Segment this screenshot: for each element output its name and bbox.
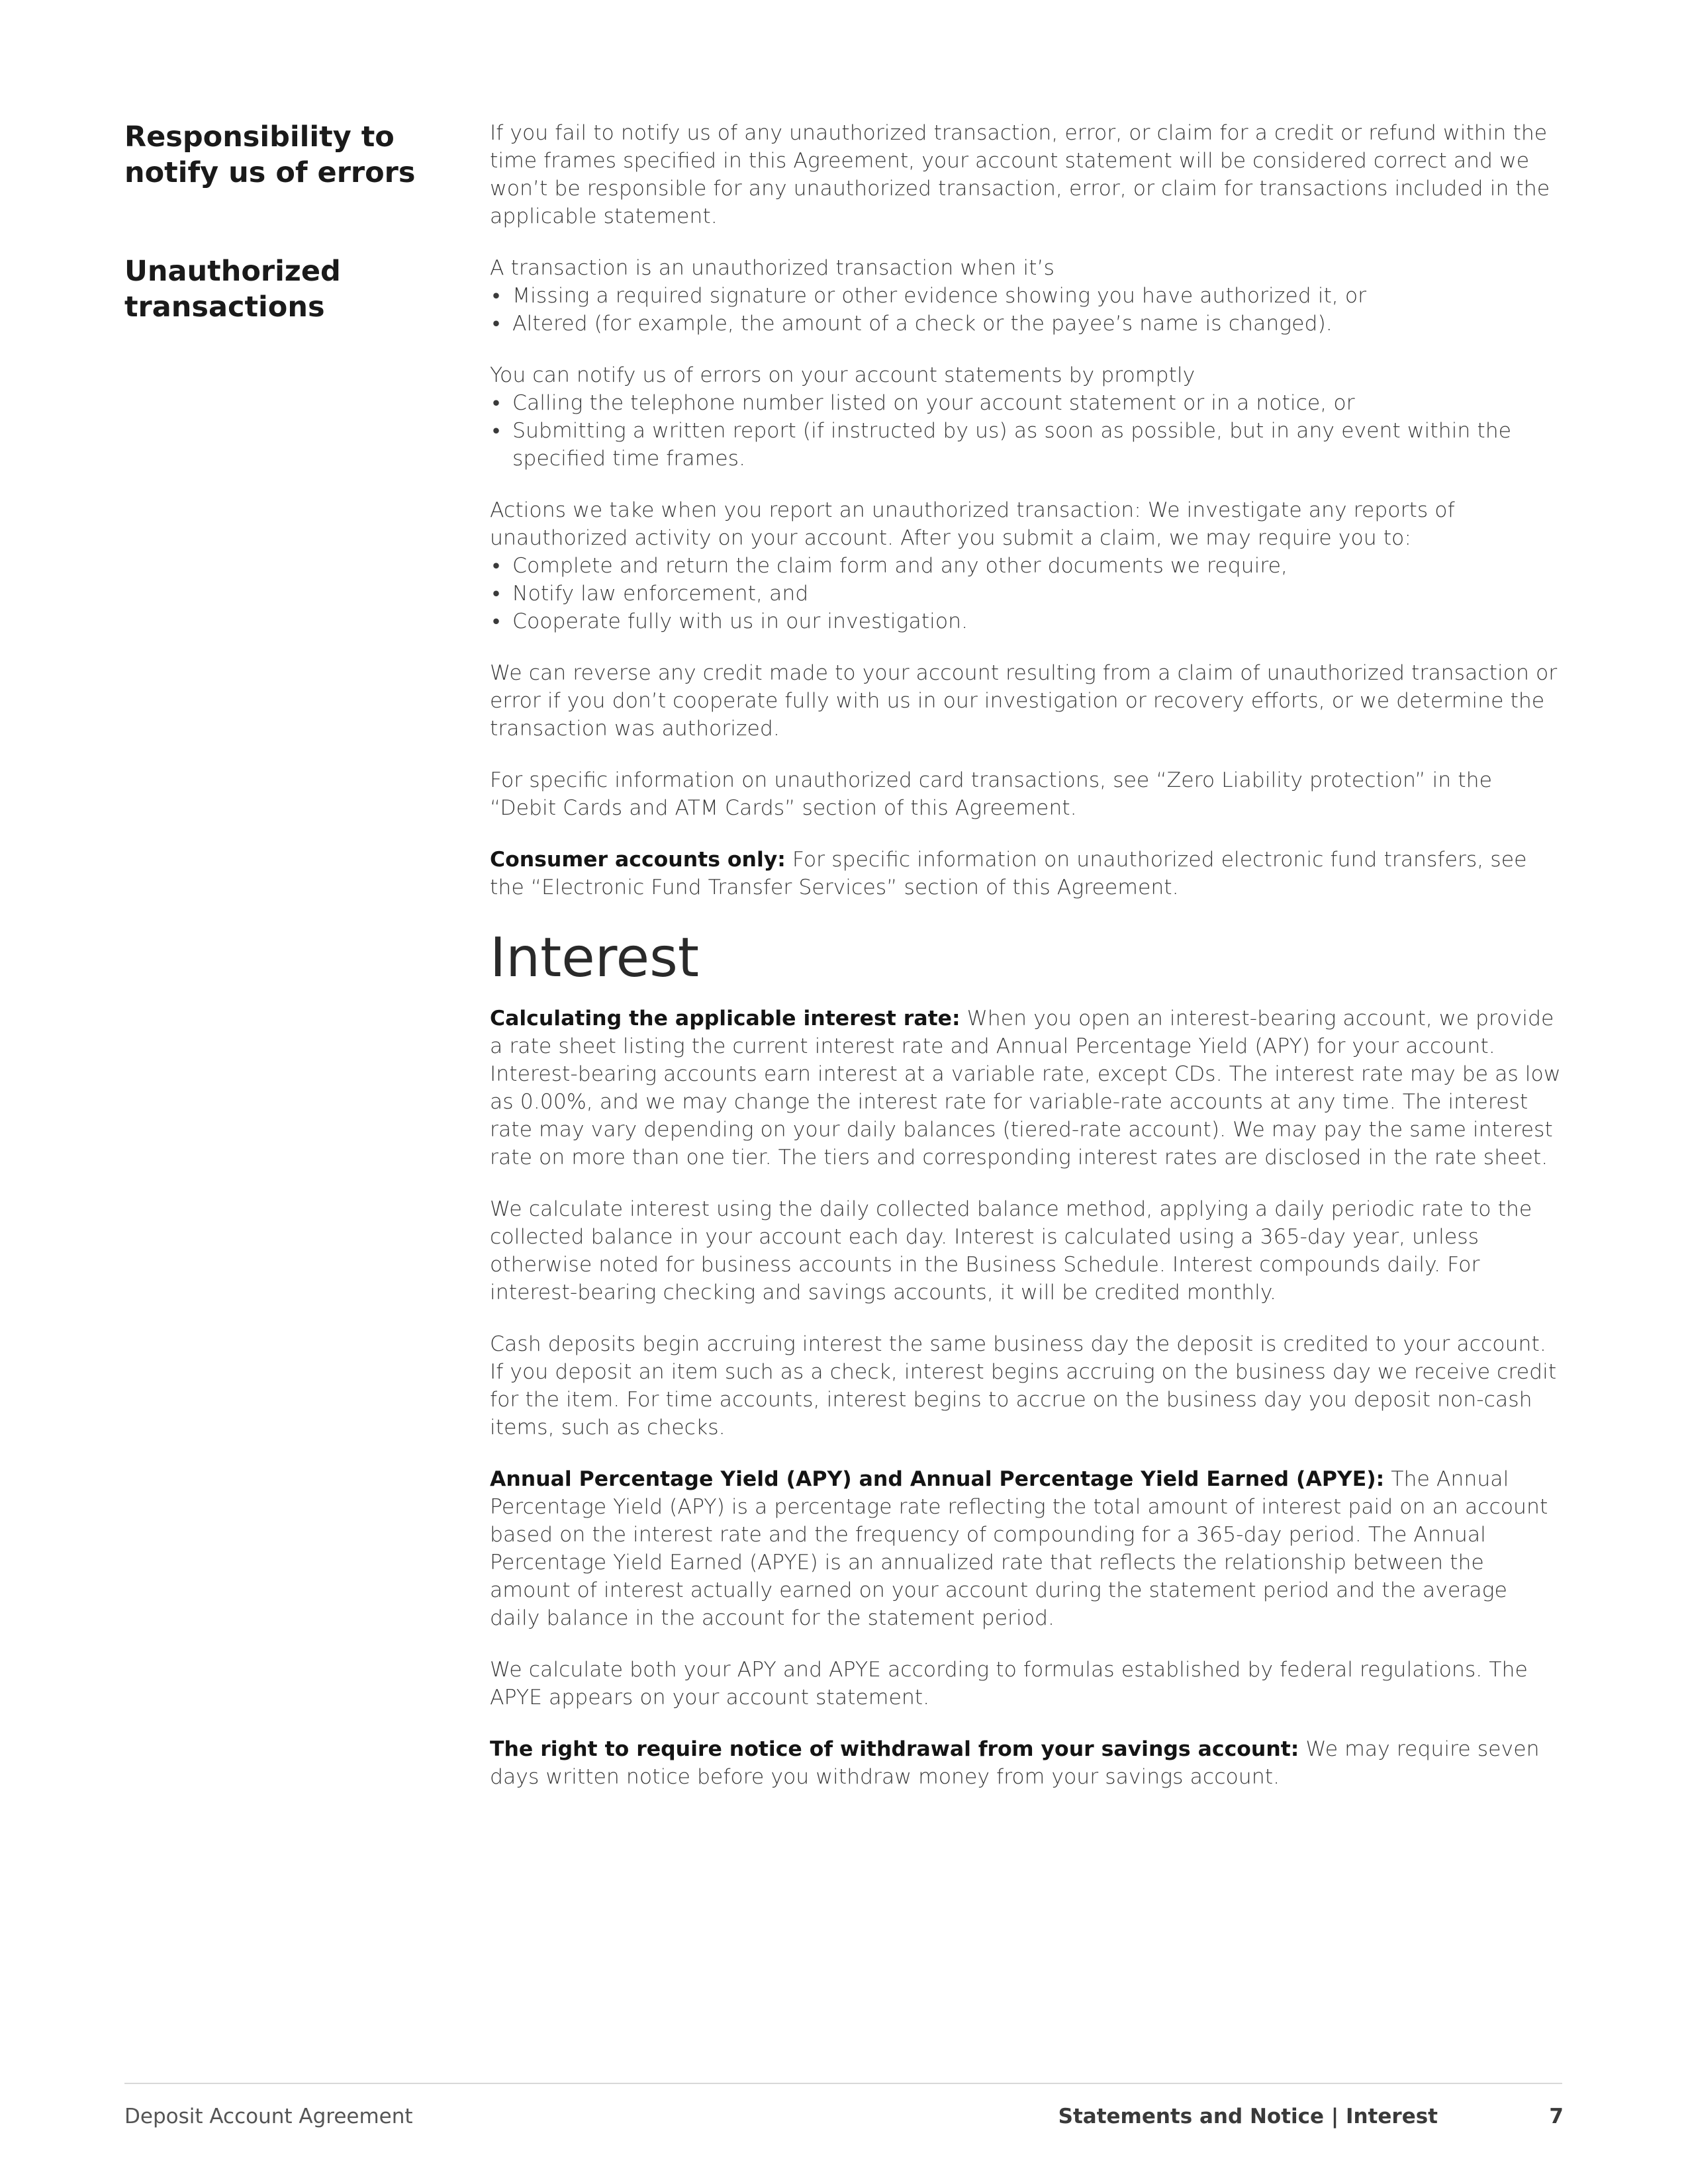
footer-section-name: Statements and Notice | Interest — [1058, 2105, 1438, 2128]
interest-section-title: Interest — [490, 927, 699, 989]
list-item: • Missing a required signature or other evidence showing you have authorized it, or — [490, 282, 1562, 310]
actions-list — [490, 552, 1562, 635]
calc-rate-paragraph — [490, 1005, 1562, 1171]
list-item: • Complete and return the claim form and any other documents we require, — [490, 552, 1562, 580]
actions-intro: Actions we take when you report an unauthorized transaction: We investigate any reports of unauthorized activity on your account. After you submit a claim, we may require you to: — [490, 498, 1455, 550]
list-item: • Submitting a written report (if instructed by us) as soon as possible, but in any event within the specified time frames. — [490, 417, 1562, 473]
list-item: • Altered (for example, the amount of a check or the payee’s name is changed). — [490, 310, 1562, 338]
withdrawal-notice-text: We may require seven days written notice before you withdraw money from your savings account. — [490, 1737, 1540, 1789]
main-column — [490, 119, 1562, 1815]
withdrawal-notice-label: The right to require notice of withdrawal from your savings account: — [490, 1737, 1299, 1761]
apy-label: Annual Percentage Yield (APY) and Annual Percentage Yield Earned (APYE): — [490, 1467, 1385, 1491]
daily-balance-paragraph: We calculate interest using the daily collected balance method, applying a daily periodic rate to the collected balance in your account each day. Interest is calculated using a 365-day year, unless otherwise noted for business accounts in the Business Schedule. Interest compounds daily. For interest-bearing checking and savings accounts, it will be credited monthly. — [490, 1197, 1532, 1304]
consumer-accounts-label: Consumer accounts only: — [490, 848, 786, 872]
formulas-paragraph: We calculate both your APY and APYE according to formulas established by federal regulations. The APYE appears on your account statement. — [490, 1658, 1528, 1709]
list-item: • Cooperate fully with us in our investigation. — [490, 608, 1562, 635]
calc-rate-label: Calculating the applicable interest rate: — [490, 1007, 961, 1030]
cash-deposits-paragraph: Cash deposits begin accruing interest the same business day the deposit is credited to your account. If you deposit an item such as a check, interest begins accruing on the business day we receive credit for the item. For time accounts, interest begins to accrue on the business day you deposit non-cash items, such as checks. — [490, 1332, 1557, 1439]
footer-document-title: Deposit Account Agreement — [124, 2105, 413, 2128]
footer-divider — [124, 2083, 1562, 2084]
footer-page-number: 7 — [1549, 2105, 1564, 2128]
apy-text: The Annual Percentage Yield (APY) is a percentage rate reflecting the total amount of interest paid on an account based on the interest rate and the frequency of compounding for a 365-day period. The Annual Percentage Yield Earned (APYE) is an annualized rate that reflects the relationship between the amount of interest actually earned on your account during the statement period and the average daily balance in the account for the statement period. — [490, 1467, 1548, 1630]
notify-methods-list — [490, 389, 1562, 473]
unauthorized-criteria-list — [490, 282, 1562, 338]
unauthorized-intro: A transaction is an unauthorized transaction when it’s — [490, 256, 1055, 280]
card-info-paragraph: For specific information on unauthorized card transactions, see “Zero Liability protection” in the “Debit Cards and ATM Cards” section of this Agreement. — [490, 768, 1492, 820]
notify-methods-intro: You can notify us of errors on your account statements by promptly — [490, 363, 1196, 387]
consumer-accounts-paragraph — [490, 846, 1562, 901]
heading-responsibility-to-notify: Responsibility to notify us of errors — [124, 120, 416, 189]
reverse-credit-paragraph: We can reverse any credit made to your account resulting from a claim of unauthorized transaction or error if you don’t cooperate fully with us in our investigation or recovery efforts, or we determine the transaction was authorized. — [490, 661, 1558, 741]
list-item: • Notify law enforcement, and — [490, 580, 1562, 608]
heading-unauthorized-transactions: Unauthorized transactions — [124, 255, 341, 324]
consumer-accounts-text: For specific information on unauthorized electronic fund transfers, see the “Electronic Fund Transfer Services” section of this Agreement. — [490, 848, 1527, 899]
calc-rate-text: When you open an interest-bearing account, we provide a rate sheet listing the current interest rate and Annual Percentage Yield (APY) for your account. Interest-bearing accounts earn interest at a variable rate, except CDs. The interest rate may be as low as 0.00%, and we may change the interest rate for variable-rate accounts at any time. The interest rate may vary depending on your daily balances (tiered-rate account). We may pay the same interest rate on more than one tier. The tiers and corresponding interest rates are disclosed in the rate sheet. — [490, 1007, 1561, 1169]
notify-paragraph: If you fail to notify us of any unauthorized transaction, error, or claim for a credit or refund within the time frames specified in this Agreement, your account statement will be considered correct and we won’t be responsible for any unauthorized transaction, error, or claim for transactions included in the applicable statement. — [490, 121, 1550, 228]
withdrawal-notice-paragraph — [490, 1735, 1562, 1791]
list-item: • Calling the telephone number listed on your account statement or in a notice, or — [490, 389, 1562, 417]
apy-paragraph — [490, 1465, 1562, 1632]
